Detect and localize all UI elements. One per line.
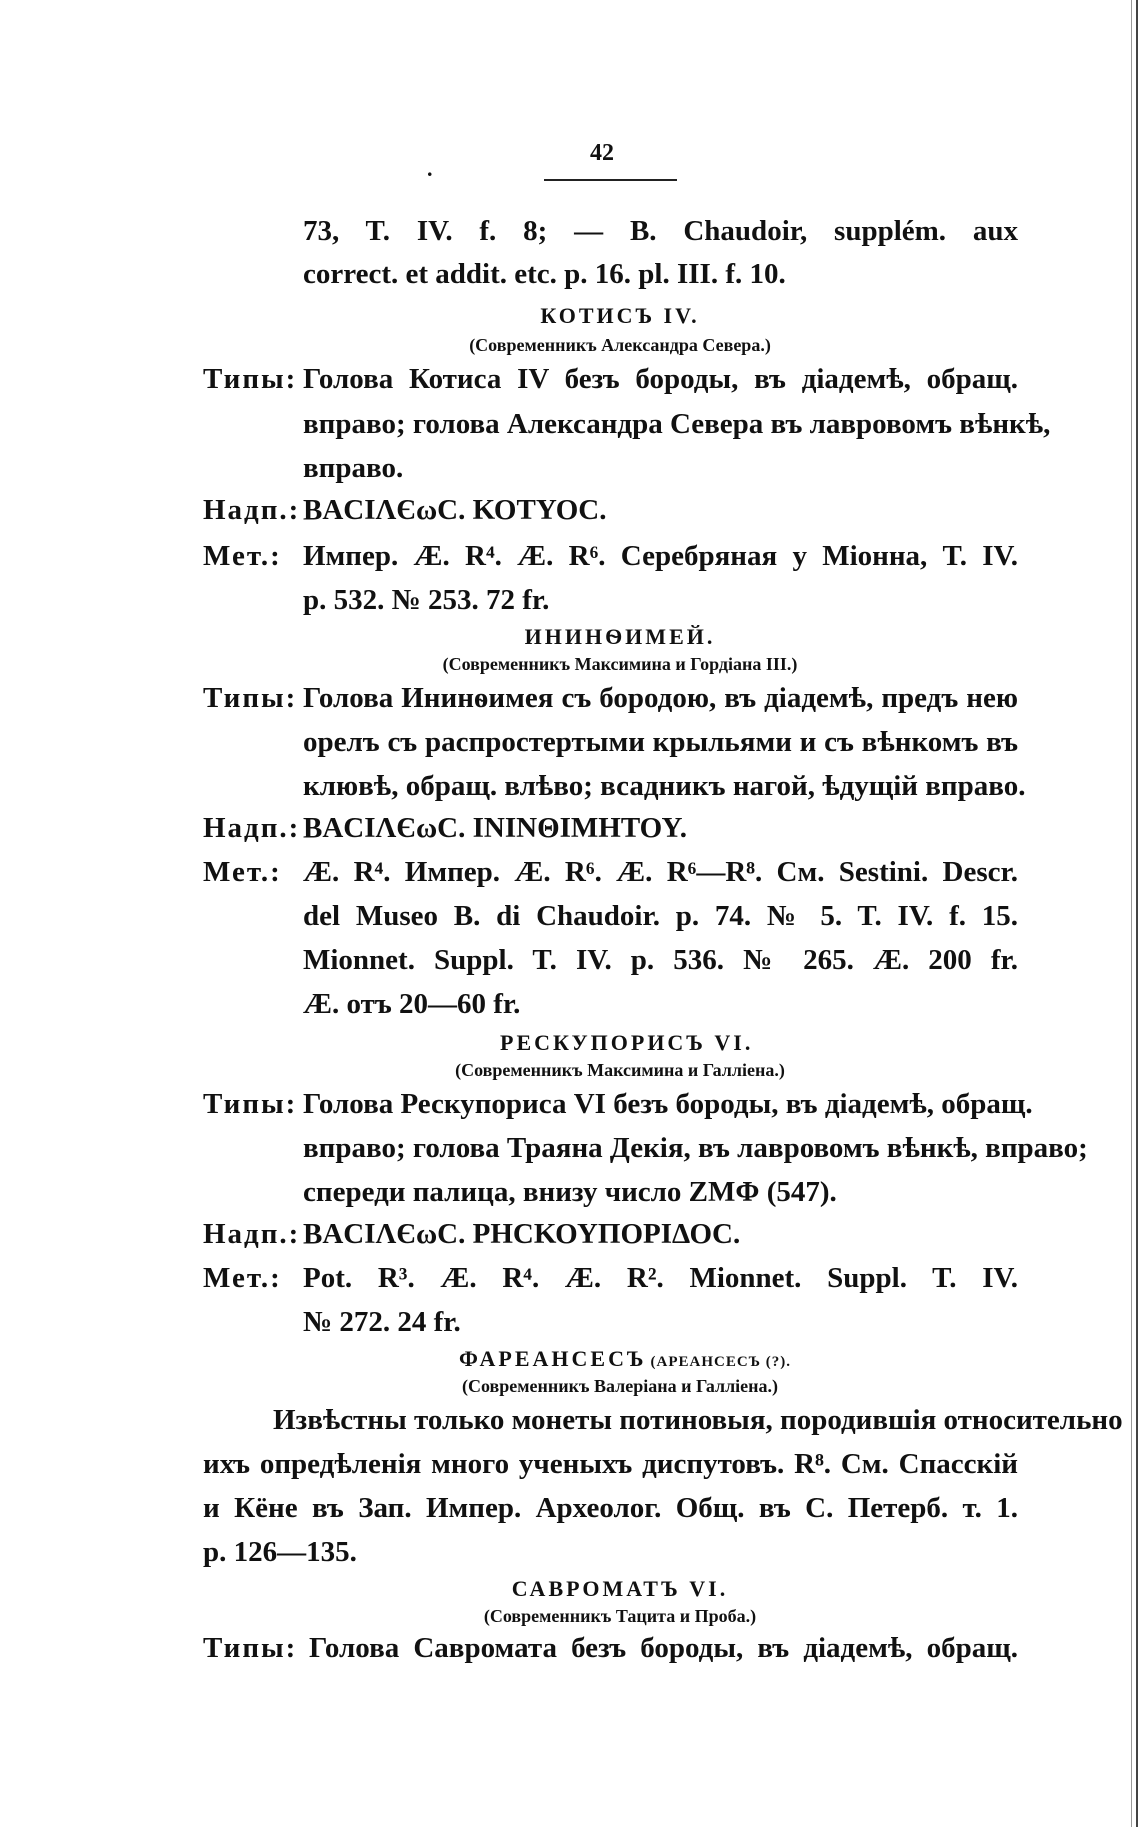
types-line: вправо; голова Александра Севера въ лавровомъ вѣнкѣ,	[303, 408, 1051, 440]
section-subtitle: (Современникъ Валеріана и Галліена.)	[461, 1376, 779, 1396]
intro-line-2: correct. et addit. etc. p. 16. pl. III. f. 10.	[303, 258, 786, 290]
metal-label: Мет.:	[203, 856, 282, 888]
section-title: САВРОМАТЪ VI.	[511, 1576, 729, 1601]
section-title: РЕСКУПОРИСЪ VI.	[500, 1030, 754, 1055]
metal-label: Мет.:	[203, 540, 282, 572]
metal-line: Æ. отъ 20—60 fr.	[303, 988, 521, 1020]
paragraph-line: ихъ опредѣленія много ученыхъ диспутовъ. R⁸. См. Спасскій	[203, 1448, 1018, 1480]
types-line: Голова Рескупориса VI безъ бороды, въ діадемѣ, обращ.	[303, 1088, 1033, 1120]
types-label: Типы:	[203, 1088, 298, 1120]
types-label: Типы:	[203, 682, 298, 714]
section-title: КОТИСЪ IV.	[540, 303, 700, 328]
metal-line: del Museo B. di Chaudoir. p. 74. № 5. T. IV. f. 15.	[303, 900, 1018, 932]
section-title-note: (АРЕАНСЕСЪ (?).	[650, 1354, 791, 1370]
paragraph-line: p. 126—135.	[203, 1536, 357, 1568]
section-subtitle: (Современникъ Максимина и Галліена.)	[455, 1060, 785, 1080]
types-line: Голова Савромата безъ бороды, въ діадемѣ, обращ.	[309, 1632, 1018, 1664]
inscription-label: Надп.:	[203, 494, 301, 526]
types-label: Типы:	[203, 363, 298, 395]
types-label: Типы:	[203, 1632, 298, 1664]
types-line: орелъ съ распростертыми крыльями и съ вѣнкомъ въ	[303, 726, 1018, 758]
section-title-row	[415, 1346, 835, 1372]
types-line: спереди палица, внизу число ΖΜΦ (547).	[303, 1176, 837, 1208]
inscription-label: Надп.:	[203, 812, 301, 844]
paragraph-line: Извѣстны только монеты потиновыя, породившія относительно	[273, 1404, 1123, 1436]
types-line: Голова Ининѳимея съ бородою, въ діадемѣ, предъ нею	[303, 682, 1018, 714]
page-edge-inner	[1131, 0, 1132, 1827]
section-title: ФАРЕАНСЕСЪ	[459, 1346, 647, 1371]
page-number: 42	[590, 140, 614, 166]
intro-line-1: 73, T. IV. f. 8; — B. Chaudoir, supplém. aux	[303, 215, 1018, 247]
types-line: вправо; голова Траяна Декія, въ лавровомъ вѣнкѣ, вправо;	[303, 1132, 1088, 1164]
types-line: клювѣ, обращ. влѣво; всадникъ нагой, ѣдущій вправо.	[303, 770, 1026, 802]
inscription-label: Надп.:	[203, 1218, 301, 1250]
metal-line: p. 532. № 253. 72 fr.	[303, 584, 550, 616]
types-line: Голова Котиса IV безъ бороды, въ діадемѣ, обращ.	[303, 363, 1018, 395]
metal-line: Pot. R³. Æ. R⁴. Æ. R². Mionnet. Suppl. T. IV.	[303, 1262, 1018, 1294]
inscription-text: ΒΑCΙΛЄωC. ΙΝΙΝΘΙΜΗΤΟΥ.	[303, 812, 688, 844]
metal-line: Mionnet. Suppl. T. IV. p. 536. № 265. Æ. 200 fr.	[303, 944, 1018, 976]
section-subtitle: (Современникъ Александра Севера.)	[469, 335, 771, 355]
section-subtitle: (Современникъ Тацита и Проба.)	[483, 1606, 757, 1626]
metal-label: Мет.:	[203, 1262, 282, 1294]
paragraph-line: и Кёне въ Зап. Импер. Археолог. Общ. въ С. Петерб. т. 1.	[203, 1492, 1018, 1524]
stray-mark: .	[427, 156, 433, 181]
section-title: ИНИНѲИМЕЙ.	[524, 624, 716, 649]
types-line: вправо.	[303, 452, 404, 484]
metal-line: № 272. 24 fr.	[303, 1306, 461, 1338]
metal-line: Æ. R⁴. Импер. Æ. R⁶. Æ. R⁶—R⁸. См. Sestini. Descr.	[303, 856, 1018, 888]
page-edge	[1136, 0, 1138, 1827]
inscription-text: ΒΑCΙΛЄωC. ΡΗCΚΟΥΠΟΡΙΔΟC.	[303, 1218, 741, 1250]
inscription-text: ΒΑCΙΛЄωC. ΚΟΤΥΟC.	[303, 494, 607, 526]
section-subtitle: (Современникъ Максимина и Гордіана III.)	[442, 654, 798, 674]
metal-line: Импер. Æ. R⁴. Æ. R⁶. Серебряная у Міонна, T. IV.	[303, 540, 1018, 572]
header-rule	[544, 179, 677, 181]
